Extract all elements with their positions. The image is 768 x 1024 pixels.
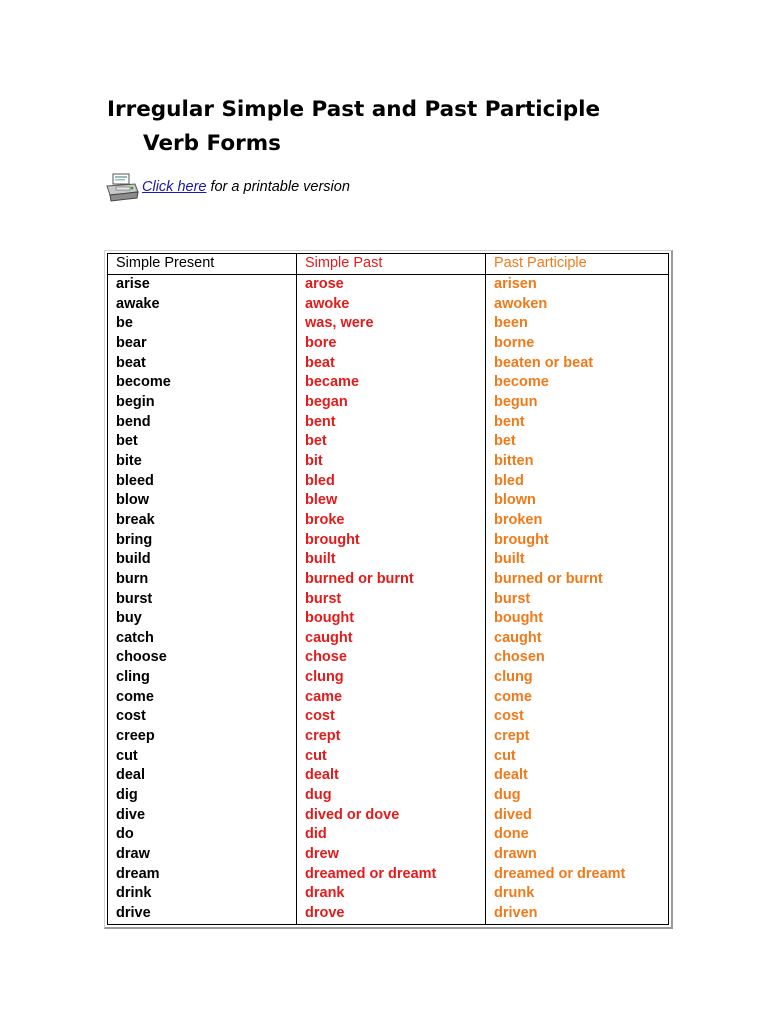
table-row	[108, 550, 669, 570]
cell-simple-past: cost	[297, 707, 486, 727]
cell-simple-present: build	[108, 550, 297, 570]
table-row	[108, 334, 669, 354]
cell-simple-past: drank	[297, 884, 486, 904]
cell-simple-present: come	[108, 688, 297, 708]
cell-simple-present: begin	[108, 393, 297, 413]
cell-simple-present: drink	[108, 884, 297, 904]
cell-past-participle: cut	[486, 747, 669, 767]
cell-past-participle: built	[486, 550, 669, 570]
cell-simple-past: awoke	[297, 295, 486, 315]
cell-simple-past: brought	[297, 531, 486, 551]
cell-simple-past: broke	[297, 511, 486, 531]
table-row	[108, 747, 669, 767]
cell-simple-present: catch	[108, 629, 297, 649]
cell-simple-present: blow	[108, 491, 297, 511]
table-row	[108, 786, 669, 806]
cell-simple-past: dealt	[297, 766, 486, 786]
page-title	[107, 93, 707, 161]
table-row	[108, 491, 669, 511]
cell-simple-past: cut	[297, 747, 486, 767]
cell-past-participle: awoken	[486, 295, 669, 315]
table-row	[108, 609, 669, 629]
cell-simple-present: bite	[108, 452, 297, 472]
cell-simple-present: dream	[108, 865, 297, 885]
cell-simple-past: dug	[297, 786, 486, 806]
cell-simple-past: dreamed or dreamt	[297, 865, 486, 885]
cell-simple-present: be	[108, 314, 297, 334]
cell-simple-present: break	[108, 511, 297, 531]
cell-simple-past: blew	[297, 491, 486, 511]
cell-past-participle: dreamed or dreamt	[486, 865, 669, 885]
cell-past-participle: dug	[486, 786, 669, 806]
verb-table-frame	[104, 250, 673, 929]
printable-version-text: for a printable version	[210, 179, 350, 195]
cell-past-participle: begun	[486, 393, 669, 413]
table-row	[108, 825, 669, 845]
cell-simple-past: burned or burnt	[297, 570, 486, 590]
cell-past-participle: cost	[486, 707, 669, 727]
table-row	[108, 688, 669, 708]
header-simple-past: Simple Past	[297, 254, 486, 275]
cell-past-participle: driven	[486, 904, 669, 924]
table-row	[108, 629, 669, 649]
table-row	[108, 314, 669, 334]
cell-simple-past: caught	[297, 629, 486, 649]
table-row	[108, 806, 669, 826]
table-row	[108, 904, 669, 924]
cell-past-participle: bent	[486, 413, 669, 433]
cell-simple-past: bore	[297, 334, 486, 354]
cell-simple-past: came	[297, 688, 486, 708]
cell-simple-past: burst	[297, 590, 486, 610]
cell-past-participle: done	[486, 825, 669, 845]
cell-past-participle: bled	[486, 472, 669, 492]
cell-simple-present: bend	[108, 413, 297, 433]
cell-simple-present: drive	[108, 904, 297, 924]
table-row	[108, 413, 669, 433]
header-past-participle: Past Participle	[486, 254, 669, 275]
cell-simple-present: burst	[108, 590, 297, 610]
cell-simple-past: clung	[297, 668, 486, 688]
cell-simple-present: cling	[108, 668, 297, 688]
table-row	[108, 648, 669, 668]
cell-simple-present: arise	[108, 275, 297, 295]
cell-simple-present: bear	[108, 334, 297, 354]
cell-simple-past: did	[297, 825, 486, 845]
cell-past-participle: caught	[486, 629, 669, 649]
cell-simple-present: do	[108, 825, 297, 845]
cell-past-participle: bitten	[486, 452, 669, 472]
cell-past-participle: brought	[486, 531, 669, 551]
cell-past-participle: drawn	[486, 845, 669, 865]
table-row	[108, 295, 669, 315]
cell-simple-past: became	[297, 373, 486, 393]
table-row	[108, 668, 669, 688]
printable-version-row	[104, 170, 350, 204]
table-row	[108, 865, 669, 885]
cell-simple-past: bet	[297, 432, 486, 452]
cell-simple-present: cost	[108, 707, 297, 727]
verb-rows	[108, 275, 669, 925]
cell-simple-present: choose	[108, 648, 297, 668]
table-row	[108, 373, 669, 393]
cell-simple-present: bleed	[108, 472, 297, 492]
cell-simple-present: buy	[108, 609, 297, 629]
cell-simple-past: bled	[297, 472, 486, 492]
cell-simple-past: bought	[297, 609, 486, 629]
cell-past-participle: clung	[486, 668, 669, 688]
table-row	[108, 393, 669, 413]
table-row	[108, 590, 669, 610]
cell-simple-past: chose	[297, 648, 486, 668]
cell-simple-present: cut	[108, 747, 297, 767]
cell-past-participle: burst	[486, 590, 669, 610]
cell-past-participle: been	[486, 314, 669, 334]
table-row	[108, 452, 669, 472]
printer-icon[interactable]	[104, 170, 140, 204]
cell-simple-past: was, were	[297, 314, 486, 334]
cell-simple-present: dive	[108, 806, 297, 826]
cell-simple-present: deal	[108, 766, 297, 786]
cell-past-participle: burned or burnt	[486, 570, 669, 590]
cell-past-participle: broken	[486, 511, 669, 531]
cell-simple-past: drew	[297, 845, 486, 865]
cell-simple-past: beat	[297, 354, 486, 374]
cell-simple-present: bet	[108, 432, 297, 452]
cell-past-participle: bet	[486, 432, 669, 452]
cell-past-participle: dealt	[486, 766, 669, 786]
cell-simple-present: bring	[108, 531, 297, 551]
table-row	[108, 845, 669, 865]
cell-simple-present: draw	[108, 845, 297, 865]
table-row	[108, 472, 669, 492]
cell-simple-past: arose	[297, 275, 486, 295]
printable-version-link[interactable]: Click here	[142, 179, 207, 195]
cell-simple-present: become	[108, 373, 297, 393]
cell-simple-past: bent	[297, 413, 486, 433]
cell-past-participle: borne	[486, 334, 669, 354]
cell-past-participle: come	[486, 688, 669, 708]
table-row	[108, 570, 669, 590]
cell-past-participle: arisen	[486, 275, 669, 295]
cell-simple-past: crept	[297, 727, 486, 747]
table-header-row	[108, 254, 669, 275]
table-row	[108, 511, 669, 531]
header-simple-present: Simple Present	[108, 254, 297, 275]
cell-simple-past: began	[297, 393, 486, 413]
cell-past-participle: crept	[486, 727, 669, 747]
cell-past-participle: bought	[486, 609, 669, 629]
cell-simple-present: creep	[108, 727, 297, 747]
cell-simple-past: built	[297, 550, 486, 570]
cell-simple-present: burn	[108, 570, 297, 590]
table-row	[108, 432, 669, 452]
table-row	[108, 531, 669, 551]
cell-simple-present: dig	[108, 786, 297, 806]
cell-past-participle: dived	[486, 806, 669, 826]
cell-simple-past: bit	[297, 452, 486, 472]
cell-simple-present: beat	[108, 354, 297, 374]
cell-simple-present: awake	[108, 295, 297, 315]
cell-past-participle: drunk	[486, 884, 669, 904]
table-row	[108, 884, 669, 904]
page-title-line1: Irregular Simple Past and Past Participle	[107, 97, 601, 122]
table-row	[108, 354, 669, 374]
table-row	[108, 766, 669, 786]
cell-past-participle: chosen	[486, 648, 669, 668]
cell-past-participle: beaten or beat	[486, 354, 669, 374]
cell-past-participle: become	[486, 373, 669, 393]
cell-simple-past: dived or dove	[297, 806, 486, 826]
table-row	[108, 275, 669, 295]
page-title-line2: Verb Forms	[143, 131, 281, 156]
table-row	[108, 727, 669, 747]
verb-table	[107, 253, 669, 925]
table-row	[108, 707, 669, 727]
cell-past-participle: blown	[486, 491, 669, 511]
cell-simple-past: drove	[297, 904, 486, 924]
